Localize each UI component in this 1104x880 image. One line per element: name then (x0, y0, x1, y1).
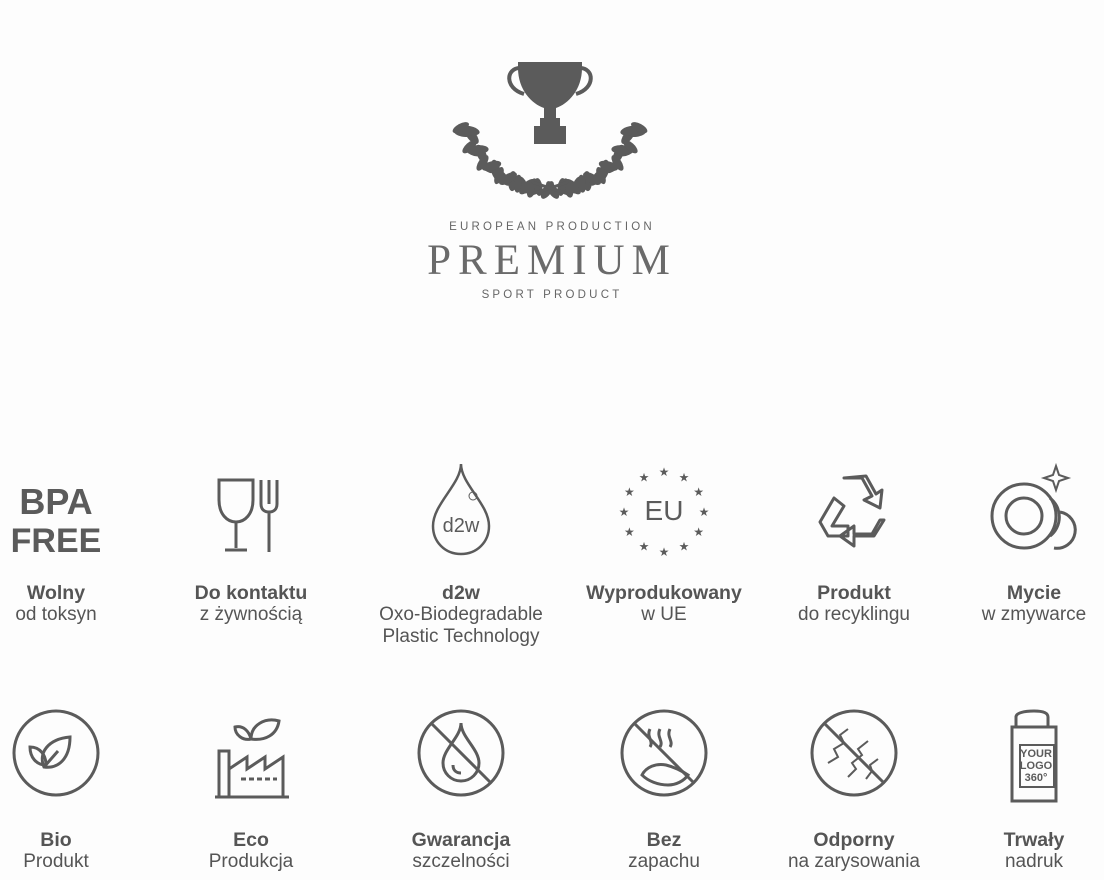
recycle-icon (804, 464, 904, 564)
bpa-label: BPA (19, 481, 93, 522)
feature-sub: nadruk (1004, 851, 1064, 872)
eu-stars-icon (614, 462, 714, 562)
feature-title: Gwarancja (411, 829, 511, 851)
logo-line-2: LOGO (1019, 760, 1053, 772)
premium-emblem (0, 0, 1104, 320)
eu-star: ★ (678, 539, 690, 554)
emblem-top-line: EUROPEAN PRODUCTION (449, 221, 655, 233)
eu-star: ★ (658, 465, 670, 479)
feature-title: Odporny (813, 829, 895, 851)
feature-title: Wolny (26, 582, 86, 604)
feature-sub: zapachu (628, 851, 700, 872)
feature-sub: do recyklingu (798, 604, 910, 625)
eu-star: ★ (618, 505, 630, 519)
dishwasher-plates-icon (984, 462, 1084, 562)
eu-star: ★ (638, 539, 650, 554)
logo-line-3: 360° (1024, 772, 1048, 784)
feature-title: Bio (40, 829, 72, 851)
bottle-logo-icon (984, 707, 1084, 807)
feature-sub: od toksyn (15, 604, 97, 625)
trophy-laurel-icon (440, 4, 660, 200)
feature-sub-2: Plastic Technology (382, 626, 540, 647)
no-odor-icon (614, 707, 714, 807)
eu-star: ★ (693, 525, 704, 539)
feature-title: Eco (233, 829, 269, 851)
feature-title: Mycie (1006, 582, 1062, 604)
scratch-resistant-icon (804, 707, 904, 807)
feature-sub: z żywnością (199, 604, 303, 625)
feature-sub: w zmywarce (981, 604, 1087, 625)
d2w-badge: d2w (442, 515, 480, 537)
bpa-free-icon (6, 470, 106, 570)
feature-sub: Oxo-Biodegradable (379, 604, 543, 625)
eu-star: ★ (638, 470, 650, 485)
glass-fork-icon (201, 470, 301, 570)
logo-line-1: YOUR (1020, 748, 1052, 760)
feature-sub: na zarysowania (787, 851, 921, 872)
free-label: FREE (10, 522, 102, 560)
feature-title: d2w (442, 582, 480, 604)
feature-title: Do kontaktu (194, 582, 308, 604)
eu-badge: EU (644, 495, 684, 526)
eu-star: ★ (678, 470, 690, 485)
eu-star: ★ (624, 485, 635, 499)
feature-sub: w UE (641, 604, 687, 625)
eu-star: ★ (693, 485, 704, 499)
emblem-headline: PREMIUM (427, 237, 677, 284)
feature-title: Wyprodukowany (586, 582, 742, 604)
feature-sub: szczelności (412, 851, 510, 872)
eu-star: ★ (624, 525, 635, 539)
eu-star: ★ (658, 545, 670, 559)
eu-star: ★ (698, 505, 710, 519)
feature-title: Trwały (1003, 829, 1065, 851)
feature-sub: Produkcja (208, 851, 294, 872)
leaf-circle-icon (6, 707, 106, 807)
no-leak-drop-icon (411, 707, 511, 807)
feature-sub: Produkt (23, 851, 89, 872)
eco-factory-icon (201, 707, 301, 807)
emblem-bottom-line: SPORT PRODUCT (481, 289, 623, 301)
feature-title: Produkt (817, 582, 891, 604)
d2w-drop-icon (411, 462, 511, 562)
feature-title: Bez (646, 829, 682, 851)
